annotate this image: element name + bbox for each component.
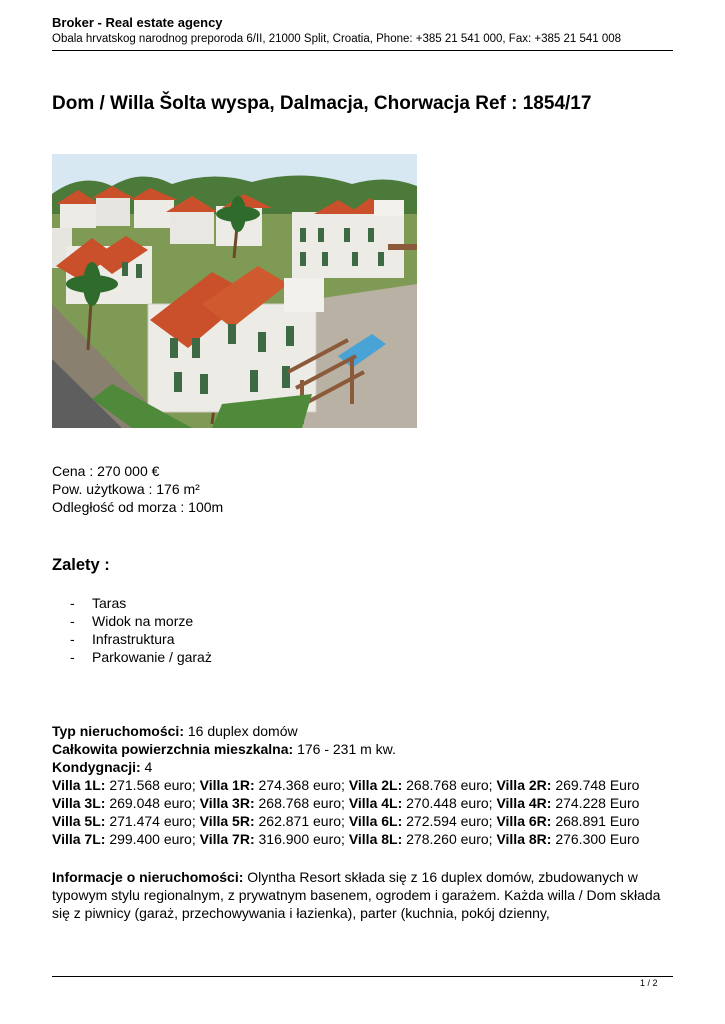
villa-price: 269.048 euro; — [105, 795, 200, 811]
villa-label: Villa 2R: — [496, 777, 552, 793]
villa-price: 316.900 euro; — [254, 831, 349, 847]
villa-prices — [52, 776, 677, 848]
villa-label: Villa 6R: — [496, 813, 552, 829]
header-divider — [52, 50, 673, 51]
villa-price: 271.474 euro; — [105, 813, 200, 829]
page-number: 1 / 2 — [640, 978, 658, 988]
list-item: - Taras — [70, 595, 127, 611]
advantages-title: Zalety : — [52, 556, 110, 574]
list-item-label: Widok na morze — [92, 613, 194, 629]
villa-price: 271.568 euro; — [105, 777, 200, 793]
list-item-label: Parkowanie / garaż — [92, 649, 212, 665]
property-details — [52, 722, 677, 848]
usable-area: Pow. użytkowa : 176 m² — [52, 481, 200, 497]
villa-label: Villa 7L: — [52, 831, 106, 847]
villa-label: Villa 3R: — [199, 795, 255, 811]
villa-label: Villa 8R: — [496, 831, 552, 847]
villa-label: Villa 7R: — [199, 831, 255, 847]
villa-label: Villa 3L: — [52, 795, 106, 811]
villa-label: Villa 2L: — [348, 777, 403, 793]
villa-price: 268.891 Euro — [551, 813, 640, 829]
list-item: - Infrastruktura — [70, 631, 175, 647]
villa-price: 262.871 euro; — [254, 813, 349, 829]
footer-divider — [52, 976, 673, 977]
villa-price: 276.300 Euro — [551, 831, 640, 847]
villa-label: Villa 1L: — [52, 777, 106, 793]
villa-price: 268.768 euro; — [402, 777, 497, 793]
price: Cena : 270 000 € — [52, 463, 160, 479]
living-area: Całkowita powierzchnia mieszkalna: 176 - 231 m kw. — [52, 741, 396, 757]
villa-price: 278.260 euro; — [402, 831, 497, 847]
villa-price: 274.368 euro; — [254, 777, 349, 793]
company-address: Obala hrvatskog narodnog preporoda 6/II, 21000 Split, Croatia, Phone: +385 21 541 000, Fax: +385 21 541 008 — [52, 33, 622, 45]
villa-label: Villa 5R: — [199, 813, 255, 829]
distance-to-sea: Odległość od morza : 100m — [52, 499, 224, 515]
villa-price-row — [52, 812, 677, 830]
villa-price: 268.768 euro; — [254, 795, 349, 811]
villa-price-row — [52, 830, 677, 848]
villa-price-row — [52, 776, 677, 794]
property-photo — [52, 154, 417, 428]
info-text: Olyntha Resort składa się z 16 duplex domów, zbudowanych w typowym stylu regionalnym, z prywatnym basenem, ogrodem i garażem. Każda willa / Dom składa się z piwnicy (garaż, przechowywania i łazienka), parter (kuchnia, pokój dzienny, — [52, 869, 661, 921]
villa-price: 270.448 euro; — [402, 795, 497, 811]
villa-label: Villa 8L: — [348, 831, 403, 847]
villa-label: Villa 4R: — [496, 795, 552, 811]
list-item-label: Taras — [92, 595, 127, 611]
villa-label: Villa 1R: — [199, 777, 255, 793]
villa-label: Villa 5L: — [52, 813, 106, 829]
property-info — [52, 868, 672, 922]
villa-label: Villa 6L: — [348, 813, 403, 829]
list-item: - Parkowanie / garaż — [70, 649, 212, 665]
villa-price: 299.400 euro; — [105, 831, 200, 847]
list-item-label: Infrastruktura — [92, 631, 175, 647]
villa-price: 269.748 Euro — [551, 777, 640, 793]
info-label: Informacje o nieruchomości: — [52, 869, 244, 885]
list-item: - Widok na morze — [70, 613, 194, 629]
villa-price-row — [52, 794, 677, 812]
villa-label: Villa 4L: — [348, 795, 403, 811]
property-type: Typ nieruchomości: 16 duplex domów — [52, 723, 298, 739]
page-title: Dom / Willa Šolta wyspa, Dalmacja, Chorwacja Ref : 1854/17 — [52, 93, 592, 114]
villa-price: 272.594 euro; — [402, 813, 497, 829]
page-header — [52, 15, 672, 47]
advantages-list — [70, 594, 212, 666]
key-facts — [52, 462, 223, 516]
villa-price: 274.228 Euro — [551, 795, 640, 811]
company-name: Broker - Real estate agency — [52, 15, 223, 30]
floors: Kondygnacji: 4 — [52, 759, 153, 775]
